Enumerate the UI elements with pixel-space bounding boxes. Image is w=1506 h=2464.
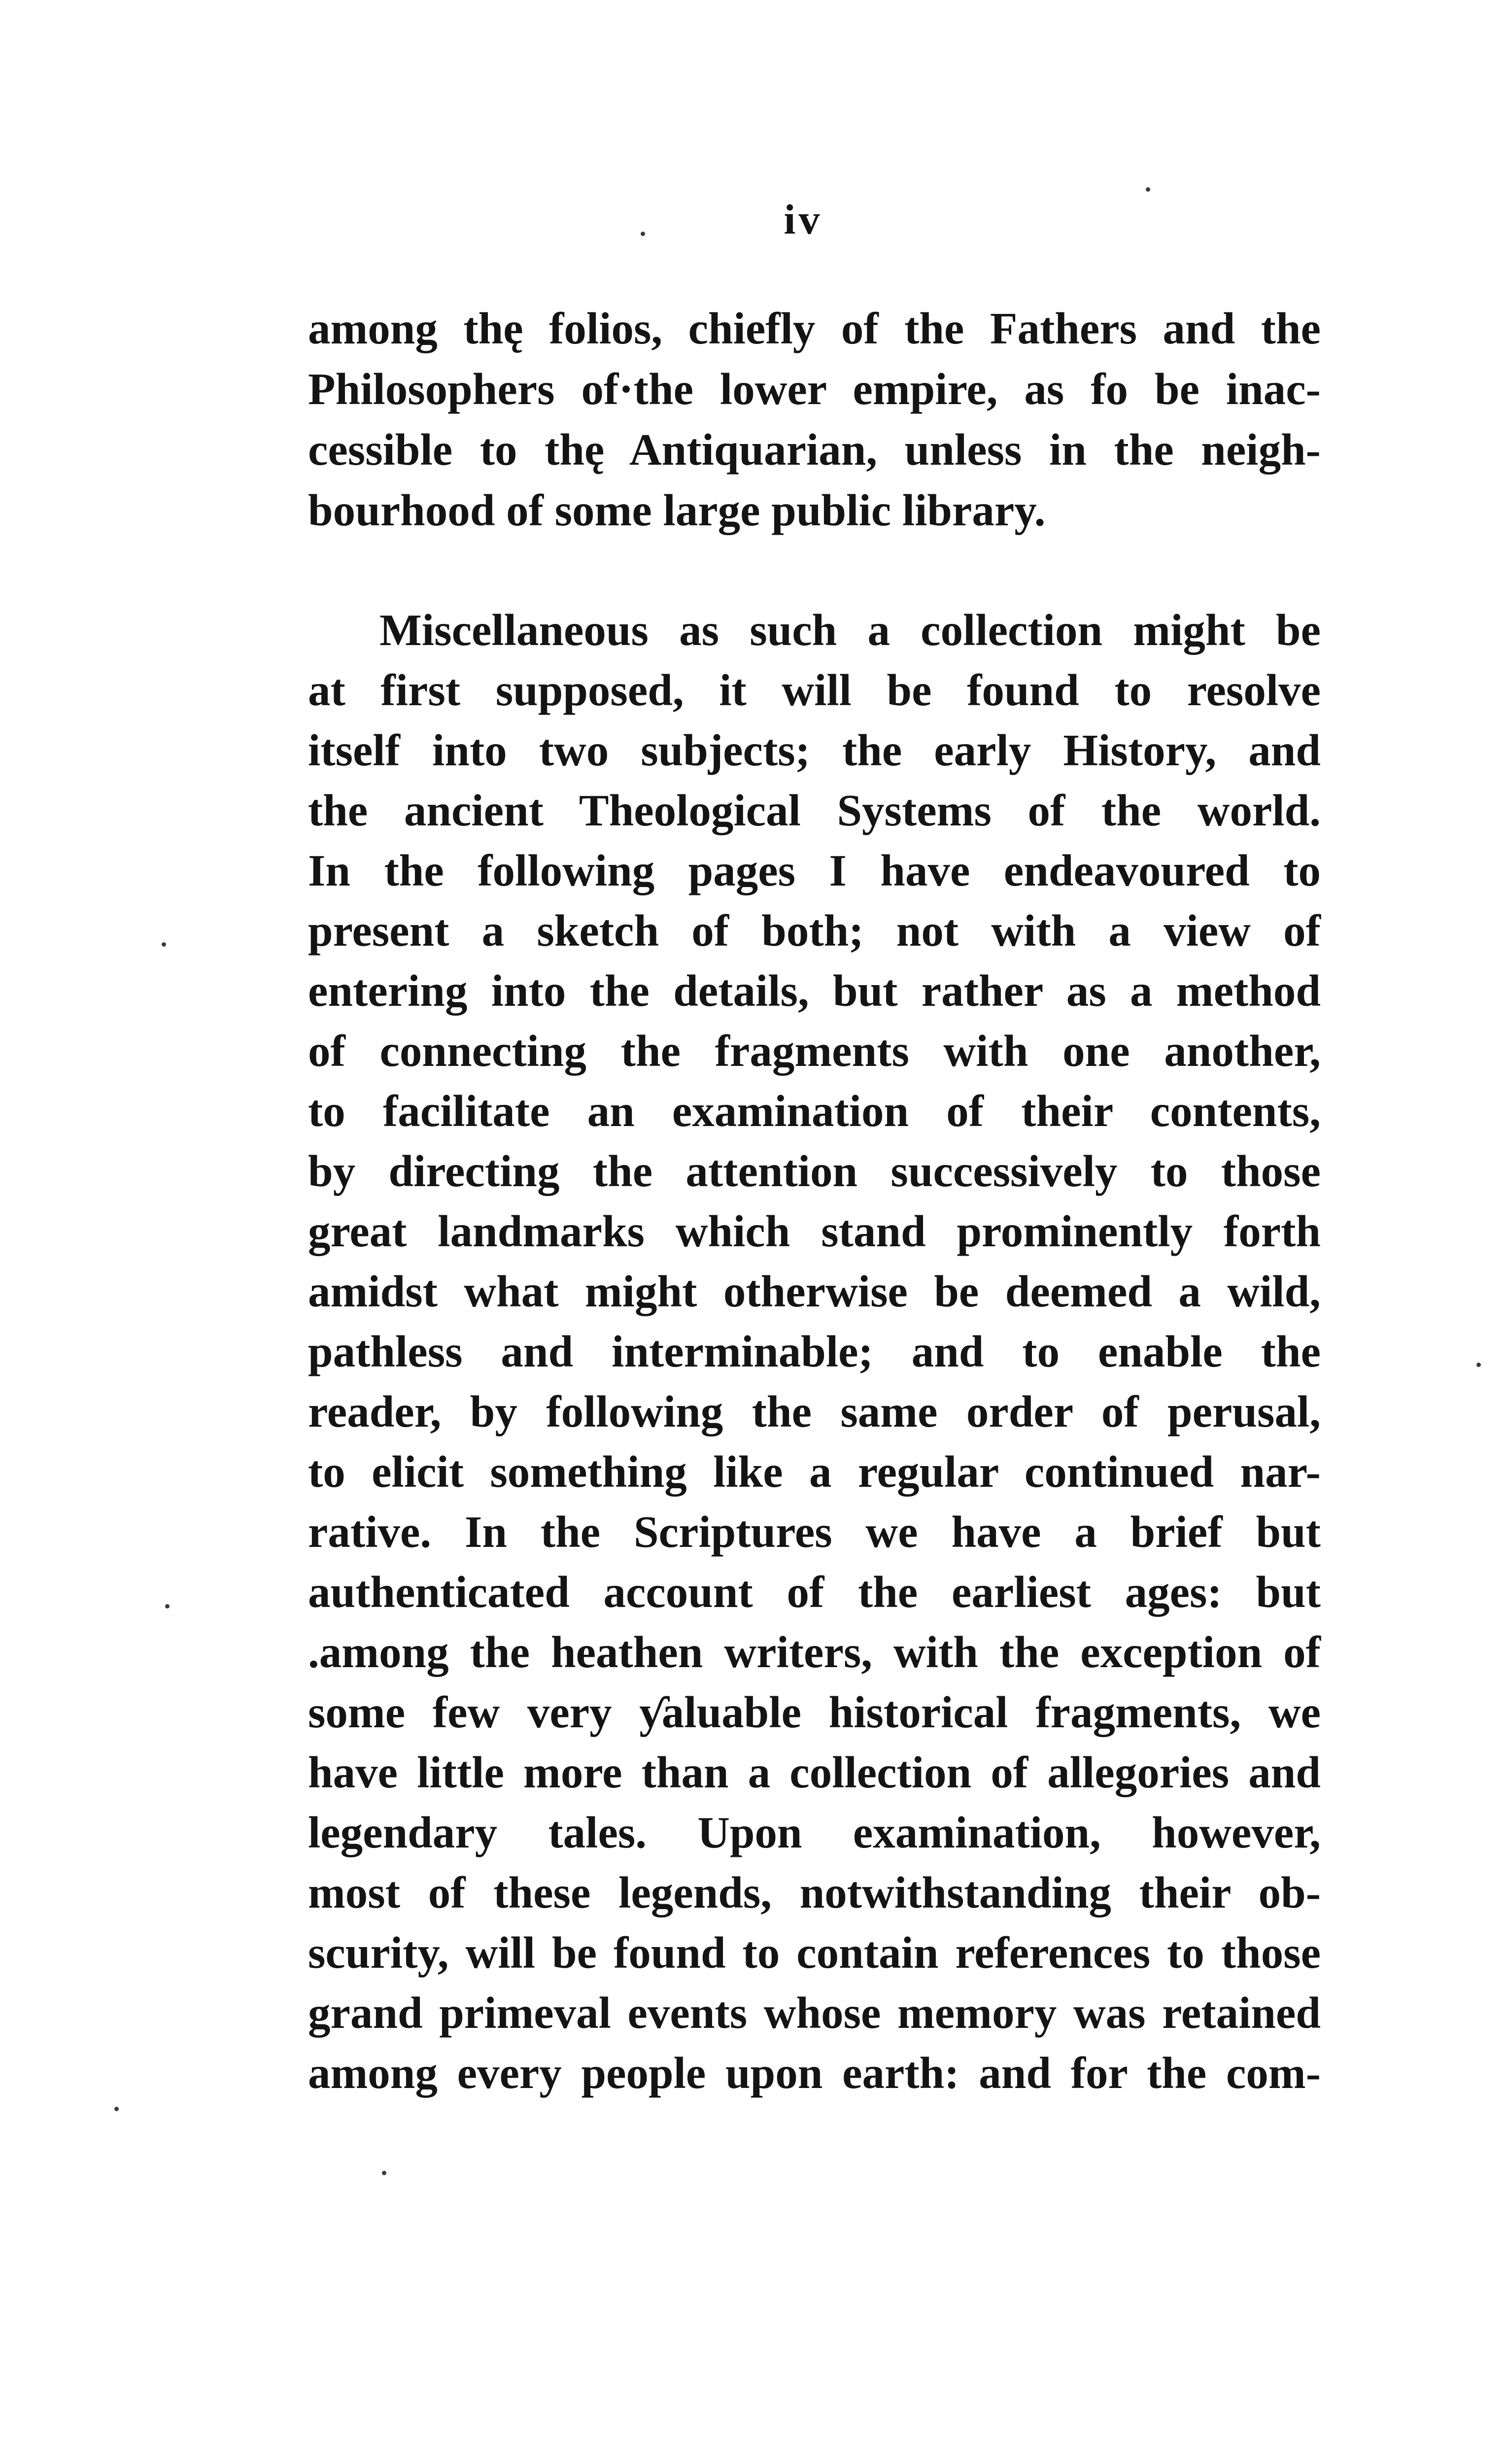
dust-speck	[1476, 1363, 1481, 1367]
page-number: iv	[784, 196, 823, 243]
text-line: to elicit something like a regular continued nar-	[308, 1447, 1321, 1497]
text-line: of connecting the fragments with one another,	[308, 1026, 1321, 1076]
text-line: to facilitate an examination of their contents,	[308, 1086, 1321, 1136]
text-line: entering into the details, but rather as a method	[308, 966, 1321, 1016]
dust-speck	[114, 2107, 119, 2111]
text-line: grand primeval events whose memory was retained	[308, 1988, 1321, 2038]
text-line: rative. In the Scriptures we have a brief but	[308, 1507, 1321, 1557]
dust-speck	[382, 2171, 386, 2175]
text-line: legendary tales. Upon examination, however,	[308, 1808, 1321, 1857]
text-line: .among the heathen writers, with the exception of	[308, 1627, 1321, 1677]
text-line: pathless and interminable; and to enable the	[308, 1327, 1321, 1376]
text-line: among thę folios, chiefly of the Fathers and the	[308, 304, 1321, 353]
dust-speck	[641, 232, 645, 236]
dust-speck	[162, 942, 166, 947]
text-line: great landmarks which stand prominently forth	[308, 1206, 1321, 1256]
dust-speck	[165, 1604, 170, 1608]
text-line: authenticated account of the earliest ages: but	[308, 1567, 1321, 1617]
text-line: most of these legends, notwithstanding their ob-	[308, 1868, 1321, 1917]
text-line: the ancient Theological Systems of the world.	[308, 786, 1321, 835]
text-line: itself into two subjects; the early History, and	[308, 725, 1321, 775]
dust-speck	[1146, 187, 1150, 192]
text-line: amidst what might otherwise be deemed a wild,	[308, 1266, 1321, 1316]
text-line: In the following pages I have endeavoured to	[308, 846, 1321, 895]
text-line: bourhood of some large public library.	[308, 485, 1046, 535]
text-line: among every people upon earth: and for the com-	[308, 2048, 1321, 2098]
text-line: present a sketch of both; not with a view of	[308, 906, 1321, 956]
text-line: have little more than a collection of allegories and	[308, 1747, 1321, 1797]
text-line: reader, by following the same order of perusal,	[308, 1387, 1321, 1437]
text-line: by directing the attention successively to those	[308, 1146, 1321, 1196]
text-line: Philosophers of·the lower empire, as fo be inac-	[308, 364, 1321, 414]
text-line: some few very ƴaluable historical fragments, we	[308, 1687, 1321, 1737]
text-line: scurity, will be found to contain references to those	[308, 1928, 1321, 1978]
text-line: cessible to thę Antiquarian, unless in the neigh-	[308, 425, 1321, 475]
text-line: Miscellaneous as such a collection might be	[379, 605, 1321, 655]
text-line: at first supposed, it will be found to resolve	[308, 665, 1321, 715]
